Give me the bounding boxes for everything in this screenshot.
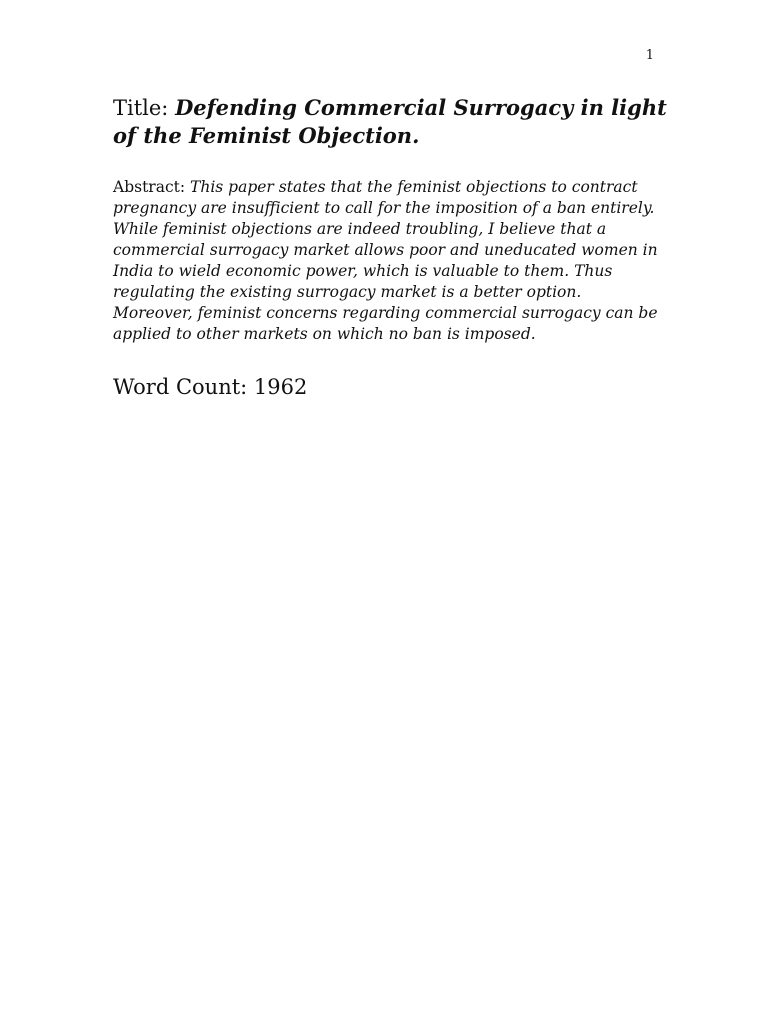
abstract-label: Abstract:: [113, 178, 191, 196]
word-count: [113, 374, 307, 400]
word-count-value: 1962: [253, 375, 308, 399]
abstract-text: This paper states that the feminist objections to contract pregnancy are insufficient to call for the imposition of a ban entirely. While feminist objections are indeed troubling, I believe that a commercial surrogacy market allows poor and uneducated women in India to wield economic power, which is valuable to them. Thus regulating the existing surrogacy market is a better option. Moreover, feminist concerns regarding commercial surrogacy can be applied to other markets on which no ban is imposed.: [113, 178, 658, 343]
title-text: Defending Commercial Surrogacy in light of the Feminist Objection.: [113, 95, 667, 148]
title-label: Title:: [113, 96, 176, 120]
abstract: [113, 177, 658, 345]
paper-title: [113, 94, 673, 150]
page-number: 1: [645, 48, 654, 63]
word-count-label: Word Count:: [113, 375, 254, 399]
